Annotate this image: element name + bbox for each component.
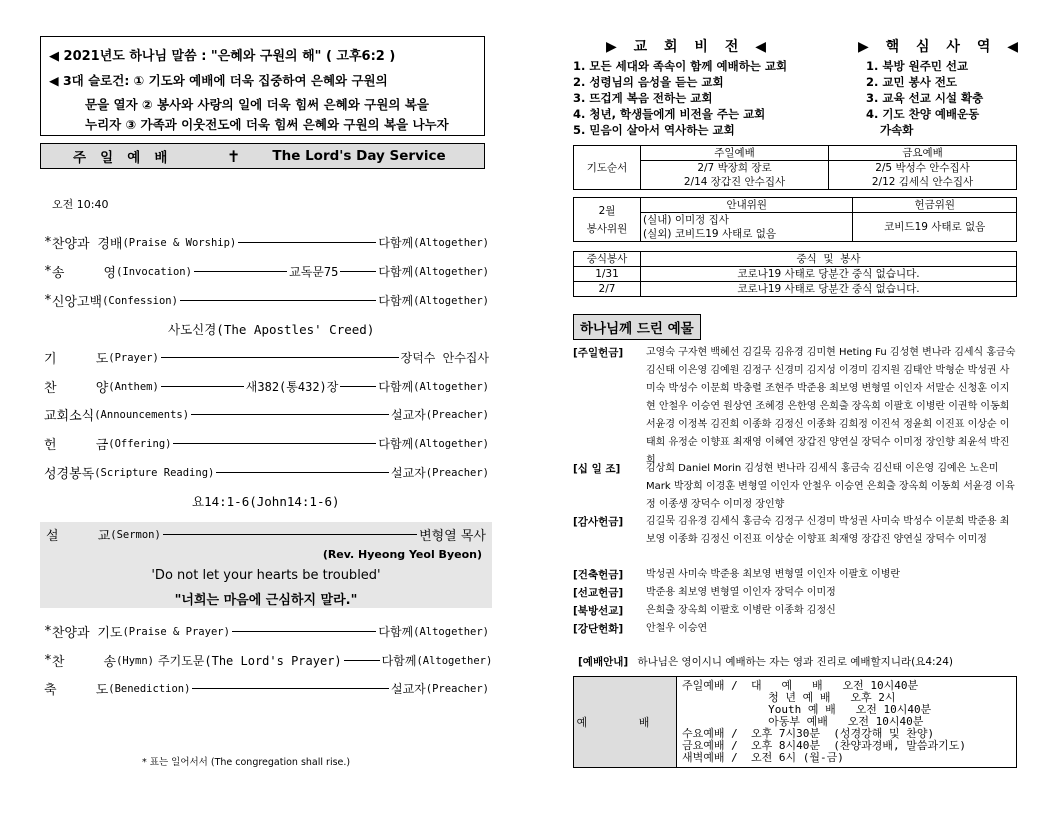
worship-guide-heading — [578, 654, 953, 669]
offering-title: 하나님께 드린 예물 — [573, 314, 701, 340]
prayer-cell: 2/14 장갑진 안수집사 — [641, 175, 829, 190]
order-leader: 다함께 — [378, 437, 414, 451]
worship-schedule-line: Youth 예 배 오전 10시40분 — [682, 703, 932, 716]
leader-line — [192, 688, 389, 689]
leader-line — [194, 271, 287, 272]
order-row — [44, 463, 489, 482]
order-name-en: (Offering) — [108, 437, 172, 450]
worship-schedule-line: 수요예배 / 오후 7시30분 (성경강해 및 찬양) — [682, 727, 935, 740]
order-row — [44, 233, 489, 252]
order-detail: 주기도문(The Lord's Prayer) — [158, 654, 342, 668]
meal-table — [573, 251, 1017, 297]
slogan-box — [40, 36, 485, 136]
preacher-name-en: (Rev. Hyeong Yeol Byeon) — [322, 548, 482, 561]
vision-item: 3. 뜨겁게 복음 전하는 교회 — [573, 91, 713, 105]
order-name: 찬 송 — [51, 655, 117, 670]
core-item: 가속화 — [880, 123, 914, 137]
order-name: 헌 금 — [44, 438, 109, 453]
vision-title: ▶ 교 회 비 전 ◀ — [606, 39, 772, 55]
order-name: 성경봉독 — [44, 467, 95, 482]
leader-line — [161, 357, 399, 358]
core-title: ▶ 핵 심 사 역 ◀ — [858, 39, 1024, 55]
sermon-title-en: 'Do not let your hearts be troubled' — [151, 568, 381, 583]
service-volunteer-table — [573, 197, 1017, 242]
order-row — [44, 405, 489, 424]
order-mark: * — [44, 624, 52, 639]
offering-category: [강단헌화] — [573, 623, 624, 635]
order-name-en: (Invocation) — [116, 265, 192, 278]
prayer-col-sunday: 주일예배 — [641, 146, 829, 161]
order-mark: * — [44, 264, 52, 279]
worship-schedule-table — [573, 676, 1017, 768]
leader-line — [191, 414, 389, 415]
order-leader: 다함께 — [381, 654, 417, 668]
vision-item: 1. 모든 세대와 족속이 함께 예배하는 교회 — [573, 59, 788, 73]
order-name-en: (Anthem) — [108, 380, 159, 393]
slogan-line: ◀ 3대 슬로건: ① 기도와 예배에 더욱 집중하여 은혜와 구원의 — [49, 73, 388, 88]
leader-line — [173, 443, 376, 444]
order-name-en: (Confession) — [102, 294, 178, 307]
order-row — [44, 262, 489, 281]
order-leader-en: (Altogether) — [416, 654, 493, 667]
service-time: 오전 10:40 — [52, 198, 109, 211]
order-name: 찬양과 경배 — [51, 237, 123, 252]
core-item: 2. 교민 봉사 전도 — [866, 75, 958, 89]
usher-indoor: (실내) 이미정 집사 — [641, 213, 853, 228]
offering-volunteer: 코비드19 사태로 없음 — [853, 213, 1017, 242]
offering-donors: 김길묵 김유경 김세식 홍금숙 김정구 신경미 박성권 사미숙 박성수 이문희 박준용 최보영 이종화 김정신 이진표 이상순 이향표 최재영 장갑진 양연실 장덕수 이미정 — [646, 516, 1010, 545]
sermon-row — [46, 525, 486, 544]
order-mark: * — [44, 293, 52, 308]
prayer-col-friday: 금요예배 — [829, 146, 1017, 161]
vision-item: 2. 성령님의 음성을 듣는 교회 — [573, 75, 724, 89]
order-name-en: (Praise & Prayer) — [122, 625, 230, 638]
order-mark: * — [44, 235, 52, 250]
order-leader: 다함께 — [378, 265, 414, 279]
order-name-en: (Hymn) — [116, 654, 155, 667]
order-detail: 새382(통432)장 — [245, 380, 339, 394]
order-name-en: (Prayer) — [108, 351, 159, 364]
service-title-en: The Lord's Day Service — [272, 148, 446, 164]
meal-label: 중식봉사 — [574, 252, 641, 267]
order-leader: 설교자 — [391, 682, 426, 696]
volunteer-col-usher: 안내위원 — [641, 198, 853, 213]
worship-schedule-line: 새벽예배 / 오전 6시 (월-금) — [682, 751, 844, 764]
volunteer-col-offering: 헌금위원 — [853, 198, 1017, 213]
order-leader: 다함께 — [378, 294, 414, 308]
offering-category: [건축헌금] — [573, 569, 624, 581]
offering-donors: 김상희 Daniel Morin 김성현 변나라 김세식 홍금숙 김신태 이은영 김예은 노은미 Mark 박장희 이경훈 변형열 이인자 안철우 이승연 은희출 장옥희 이동희 서윤경 이육정 이종생 장덕수 이미정 장인향 — [646, 463, 1015, 510]
order-name-en: (Announcements) — [94, 408, 190, 421]
meal-text: 코로나19 사태로 당분간 중식 없습니다. — [641, 282, 1017, 297]
vision-list — [573, 58, 787, 138]
worship-schedule-line: 금요예배 / 오후 8시40분 (찬양과경배, 말씀과기도) — [682, 739, 966, 752]
offering-category: [주일헌금] — [573, 347, 624, 359]
order-leader-en: (Preacher) — [425, 466, 489, 479]
service-title-ko: 주 일 예 배 — [73, 150, 168, 166]
order-leader: 다함께 — [378, 625, 414, 639]
volunteer-label — [574, 198, 641, 242]
order-leader-en: (Altogether) — [413, 625, 489, 638]
sermon-title-ko: "너희는 마음에 근심하지 말라." — [174, 593, 358, 608]
order-leader-en: (Preacher) — [425, 408, 489, 421]
worship-schedule-line: 아동부 예배 오전 10시40분 — [682, 715, 924, 728]
order-name-en: (Praise & Worship) — [122, 236, 237, 249]
service-header — [40, 143, 485, 169]
order-leader: 설교자 — [391, 408, 426, 422]
sermon-label: 설 교 — [46, 529, 111, 544]
sermon-label-en: (Sermon) — [110, 528, 161, 541]
sermon-box — [40, 522, 492, 608]
offering-donors: 고영숙 구자현 백혜선 김길묵 김유경 김미현 Heting Fu 김성현 변나라 김세식 홍금숙 김신태 이은영 김예원 김정구 신경미 김지성 이경미 김지원 김태안 박형순 박성권 사미숙 박성수 이문희 박충렬 조현주 박준용 최보영 변형열 이인자 서말순 신청훈 이지현 안철우 이승연 원상연 조혜경 은한영 은희출 장옥희 이팔호 이병란 이권학 이동희 서윤경 이정복 김진희 이종화 김정신 이종화 김희정 이진석 정윤희 이진표 이상순 이태희 유정순 이향표 최재영 이혜연 장갑진 양연실 장덕수 이미정 장인향 최윤석 박진희 — [646, 347, 1016, 466]
order-row — [44, 291, 489, 310]
order-name: 기 도 — [44, 352, 109, 367]
leader-line — [344, 660, 380, 661]
prayer-table-label: 기도순서 — [574, 146, 641, 190]
order-row — [44, 348, 489, 367]
meal-date: 2/7 — [574, 282, 641, 297]
leader-line — [340, 271, 376, 272]
preacher-name: 변형열 목사 — [419, 529, 486, 544]
offering-donors: 안철우 이승연 — [646, 623, 708, 634]
leader-line — [340, 386, 376, 387]
order-row — [44, 377, 489, 396]
worship-guide-tag: [예배안내] — [578, 656, 629, 668]
order-leader: 장덕수 안수집사 — [400, 351, 489, 365]
meal-header: 중식 및 봉사 — [641, 252, 1017, 267]
worship-schedule-line: 주일예배 / 대 예 배 오전 10시40분 — [682, 679, 919, 692]
order-name: 찬 양 — [44, 381, 109, 396]
core-item: 1. 북방 원주민 선교 — [866, 59, 969, 73]
vision-item: 4. 청년, 학생들에게 비전을 주는 교회 — [573, 107, 766, 121]
offering-donors: 은희출 장옥희 이팔호 이병란 이종화 김정신 — [646, 605, 836, 616]
worship-schedule-line: 청 년 예 배 오후 2시 — [682, 691, 896, 704]
order-row — [44, 679, 489, 698]
leader-line — [180, 300, 376, 301]
order-name: 신앙고백 — [51, 295, 103, 310]
cross-icon: ✝ — [227, 146, 241, 166]
volunteer-month: 2월 — [598, 204, 616, 217]
core-list — [866, 58, 983, 138]
prayer-cell: 2/7 박장희 장로 — [641, 161, 829, 176]
offering-donors: 박성권 사미숙 박준용 최보영 변형열 이인자 이팔호 이병란 — [646, 569, 901, 580]
worship-label: 예 배 — [574, 677, 677, 767]
order-leader-en: (Altogether) — [413, 380, 489, 393]
order-name-en: (Benediction) — [108, 682, 191, 695]
order-name: 축 도 — [44, 683, 109, 698]
order-name: 송 영 — [51, 266, 117, 281]
footnote: * 표는 일어서서 (The congregation shall rise.) — [142, 757, 351, 768]
order-leader-en: (Altogether) — [413, 236, 489, 249]
order-name-en: (Scripture Reading) — [94, 466, 215, 479]
core-item: 4. 기도 찬양 예배운동 — [866, 107, 980, 121]
scripture-reference: 요14:1-6(John14:1-6) — [192, 494, 340, 509]
order-row — [44, 434, 489, 453]
slogan-line: 문을 열자 ② 봉사와 사랑의 일에 더욱 힘써 은혜와 구원의 복을 — [85, 97, 429, 112]
volunteer-title: 봉사위원 — [586, 222, 628, 235]
prayer-cell: 2/12 김세식 안수집사 — [829, 175, 1017, 190]
meal-date: 1/31 — [574, 267, 641, 282]
order-leader: 다함께 — [378, 380, 414, 394]
order-leader: 설교자 — [391, 466, 426, 480]
prayer-table — [573, 145, 1017, 190]
order-leader-en: (Altogether) — [413, 265, 489, 278]
leader-line — [238, 242, 376, 243]
order-name: 찬양과 기도 — [51, 626, 123, 641]
apostles-creed: 사도신경(The Apostles' Creed) — [168, 322, 375, 337]
offering-donors: 박준용 최보영 변형열 이인자 장덕수 이미정 — [646, 587, 836, 598]
core-item: 3. 교육 선교 시설 확충 — [866, 91, 984, 105]
meal-text: 코로나19 사태로 당분간 중식 없습니다. — [641, 267, 1017, 282]
order-leader-en: (Altogether) — [413, 437, 489, 450]
order-leader: 다함께 — [378, 236, 414, 250]
offering-category: [북방선교] — [573, 605, 624, 617]
order-row — [44, 622, 489, 641]
vision-item: 5. 믿음이 살아서 역사하는 교회 — [573, 123, 735, 137]
order-row — [44, 651, 493, 670]
order-leader-en: (Altogether) — [413, 294, 489, 307]
offering-category: [선교헌금] — [573, 587, 624, 599]
annual-word: ◀ 2021년도 하나님 말씀 : "은혜와 구원의 해" ( 고후6:2 ) — [49, 49, 396, 64]
offering-category: [감사헌금] — [573, 516, 624, 528]
worship-verse: 하나님은 영이시니 예배하는 자는 영과 진리로 예배할지니라(요4:24) — [637, 656, 954, 668]
order-leader-en: (Preacher) — [425, 682, 489, 695]
leader-line — [163, 534, 417, 535]
leader-line — [232, 631, 376, 632]
leader-line — [161, 386, 244, 387]
offering-category: [십 일 조] — [573, 463, 621, 475]
order-detail: 교독문75 — [289, 265, 339, 279]
order-name: 교회소식 — [44, 409, 95, 424]
leader-line — [216, 472, 389, 473]
slogan-line: 누리자 ③ 가족과 이웃전도에 더욱 힘써 은혜와 구원의 복을 나누자 — [85, 117, 449, 132]
usher-outdoor: (실외) 코비드19 사태로 없음 — [641, 227, 853, 242]
order-mark: * — [44, 653, 52, 668]
prayer-cell: 2/5 박성수 안수집사 — [829, 161, 1017, 176]
